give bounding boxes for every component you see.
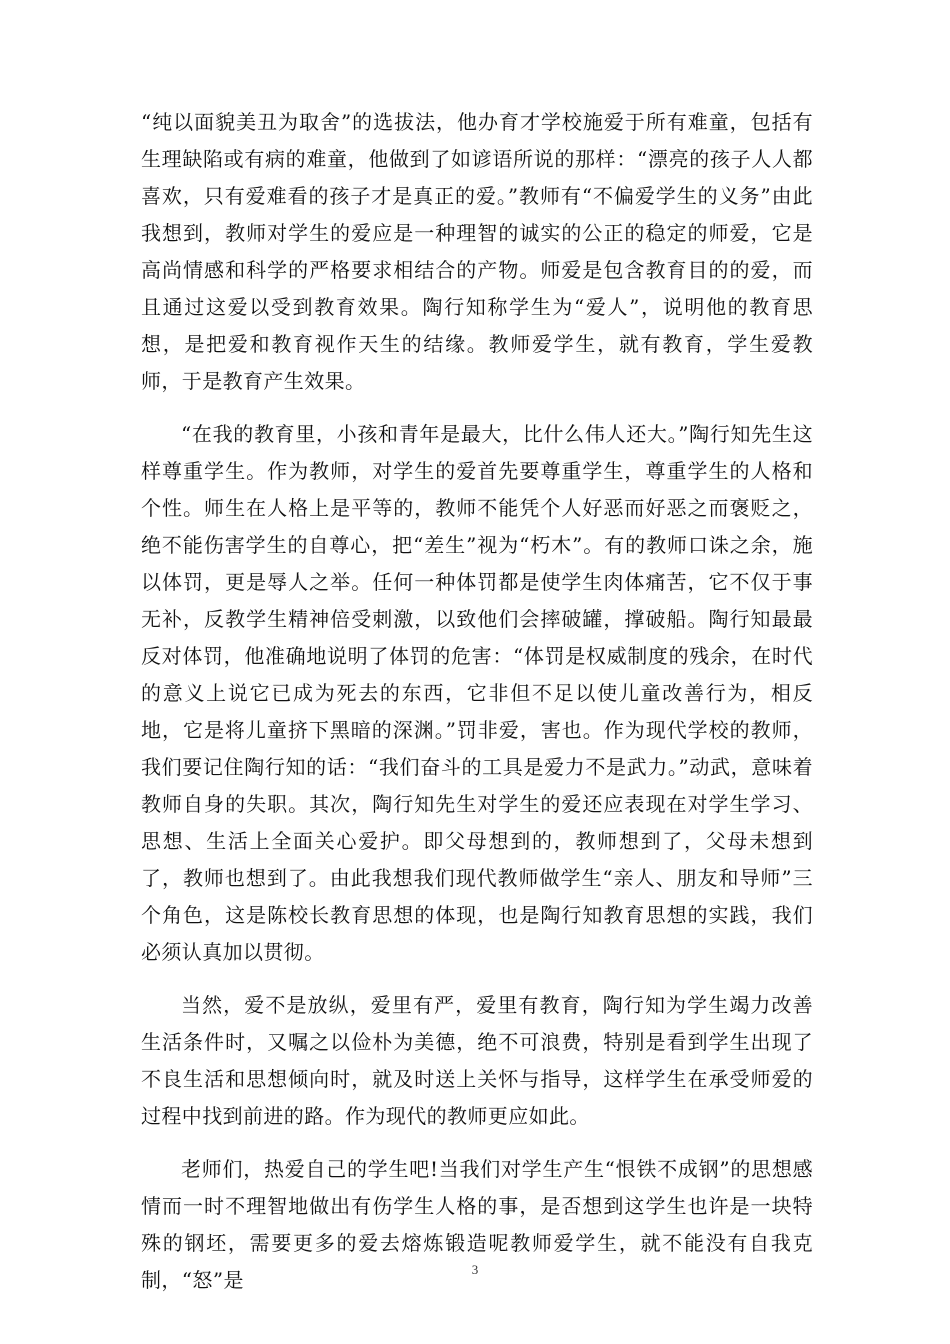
body-text [141,104,813,1299]
paragraph-gap [141,971,813,987]
paragraph-2: “在我的教育里，小孩和青年是最大，比什么伟人还大。”陶行知先生这样尊重学生。作为教师，对学生的爱首先要尊重学生，尊重学生的人格和个性。师生在人格上是平等的，教师不能凭个人好恶而好恶之而褒贬之，绝不能伤害学生的自尊心，把“差生”视为“朽木”。有的教师口诛之余，施以体罚，更是辱人之举。任何一种体罚都是使学生肉体痛苦，它不仅于事无补，反教学生精神倍受刺激，以致他们会摔破罐，撑破船。陶行知最最反对体罚，他准确地说明了体罚的危害：“体罚是权威制度的残余，在时代的意义上说它已成为死去的东西，它非但不足以使儿童改善行为，相反地，它是将儿童挤下黑暗的深渊。”罚非爱，害也。作为现代学校的教师，我们要记住陶行知的话：“我们奋斗的工具是爱力不是武力。”动武，意味着教师自身的失职。其次，陶行知先生对学生的爱还应表现在对学生学习、思想、生活上全面关心爱护。即父母想到的，教师想到了，父母未想到了，教师也想到了。由此我想我们现代教师做学生“亲人、朋友和导师”三个角色，这是陈校长教育思想的体现，也是陶行知教育思想的实践，我们必须认真加以贯彻。 [141,422,813,964]
paragraph-4: 老师们，热爱自己的学生吧!当我们对学生产生“恨铁不成钢”的思想感情而一时不理智地做出有伤学生人格的事，是否想到这学生也许是一块特殊的钢坯，需要更多的爱去熔炼锻造呢教师爱学生，就不能没有自我克制，“怒”是 [141,1157,813,1292]
paragraph-gap [141,400,813,416]
paragraph-gap [141,1135,813,1151]
paragraph-3: 当然，爱不是放纵，爱里有严，爱里有教育，陶行知为学生竭力改善生活条件时，又嘱之以俭朴为美德，绝不可浪费，特别是看到学生出现了不良生活和思想倾向时，就及时送上关怀与指导，这样学生在承受师爱的过程中找到前进的路。作为现代的教师更应如此。 [141,993,813,1128]
paragraph-1: “纯以面貌美丑为取舍”的选拔法，他办育才学校施爱于所有难童，包括有生理缺陷或有病的难童，他做到了如谚语所说的那样：“漂亮的孩子人人都喜欢，只有爱难看的孩子才是真正的爱。”教师有“不偏爱学生的义务”由此我想到，教师对学生的爱应是一种理智的诚实的公正的稳定的师爱，它是高尚情感和科学的严格要求相结合的产物。师爱是包含教育目的的爱，而且通过这爱以受到教育效果。陶行知称学生为“爱人”，说明他的教育思想，是把爱和教育视作天生的结缘。教师爱学生，就有教育，学生爱教师，于是教育产生效果。 [141,110,813,393]
page-number: 3 [471,1262,479,1277]
